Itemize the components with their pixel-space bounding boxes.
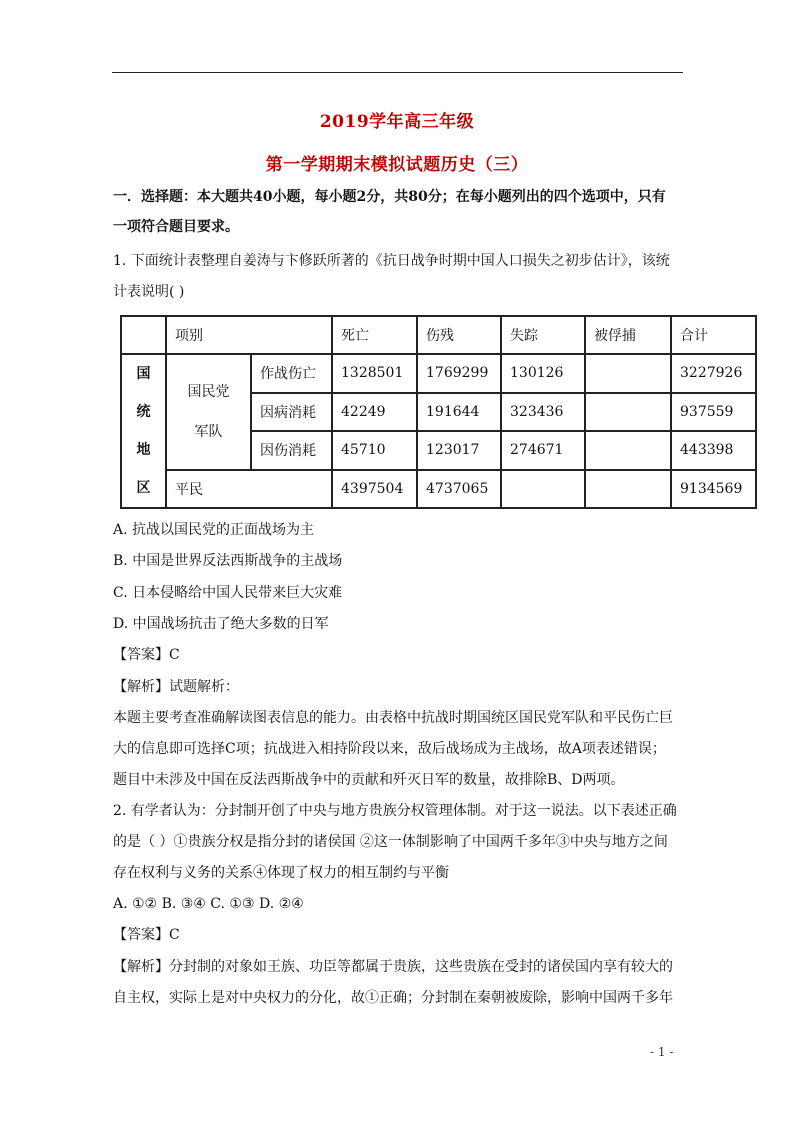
q2-stem-line: 的是（ ）①贵族分权是指分封的诸侯国 ②这一体制影响了中国两千多年③中央与地方之间 xyxy=(113,834,668,850)
casualty-table xyxy=(120,315,757,509)
q2-analysis-line: 自主权，实际上是对中央权力的分化，故①正确；分封制在秦朝被废除，影响中国两千多年 xyxy=(113,990,673,1006)
page-number: - 1 - xyxy=(650,1045,674,1059)
q2-stem-line: 2. 有学者认为：分封制开创了中央与地方贵族分权管理体制。对于这一说法。以下表述正确 xyxy=(113,803,677,819)
table-header: 死亡 xyxy=(332,316,417,354)
table-cell: 42249 xyxy=(332,393,417,432)
table-cell xyxy=(585,431,671,470)
q1-option-d: D. 中国战场抗击了绝大多数的日军 xyxy=(113,616,329,632)
table-cell: 123017 xyxy=(417,431,501,470)
row-label: 因伤消耗 xyxy=(251,431,332,470)
table-cell xyxy=(501,470,585,509)
q1-analysis-line: 大的信息即可选择C项；抗战进入相持阶段以来，敌后战场成为主战场，故A项表述错误； xyxy=(113,741,666,757)
table-cell xyxy=(121,316,166,354)
region-char: 地 xyxy=(136,442,151,458)
table-cell xyxy=(585,470,671,509)
q2-stem-line: 存在权利与义务的关系④体现了权力的相互制约与平衡 xyxy=(113,865,449,881)
table-cell xyxy=(585,393,671,432)
region-char: 统 xyxy=(136,404,151,420)
q2-analysis-line: 【解析】分封制的对象如王族、功臣等都属于贵族，这些贵族在受封的诸侯国内享有较大的 xyxy=(113,959,673,975)
table-cell: 443398 xyxy=(671,431,756,470)
q1-analysis-line: 题目中未涉及中国在反法西斯战争中的贡献和歼灭日军的数量，故排除B、D两项。 xyxy=(113,772,625,788)
table-cell: 937559 xyxy=(671,393,756,432)
q2-answer: 【答案】C xyxy=(113,927,180,943)
table-cell: 191644 xyxy=(417,393,501,432)
table-cell xyxy=(585,354,671,393)
table-cell: 3227926 xyxy=(671,354,756,393)
army-label-line: 国民党 xyxy=(187,383,230,400)
table-cell: 323436 xyxy=(501,393,585,432)
q1-stem-line1: 1. 下面统计表整理自姜涛与卞修跃所著的《抗日战争时期中国人口损失之初步估计》，该统 xyxy=(113,253,670,269)
army-label-line: 军队 xyxy=(194,423,223,440)
q1-analysis-title: 【解析】试题解析： xyxy=(113,679,239,695)
table-header: 项别 xyxy=(166,316,332,354)
page-subtitle: 第一学期期末模拟试题历史（三） xyxy=(265,155,529,175)
q1-stem-line2: 计表说明( ) xyxy=(113,284,185,300)
table-cell: 1328501 xyxy=(332,354,417,393)
region-char: 区 xyxy=(136,480,151,496)
table-row xyxy=(121,354,756,393)
table-cell: 1769299 xyxy=(417,354,501,393)
table-cell: 4737065 xyxy=(417,470,501,509)
q1-answer: 【答案】C xyxy=(113,647,180,663)
top-rule xyxy=(112,72,683,73)
row-label: 作战伤亡 xyxy=(251,354,332,393)
table-row xyxy=(121,470,756,509)
region-char: 国 xyxy=(136,366,151,382)
table-cell: 4397504 xyxy=(332,470,417,509)
table-header: 被俘捕 xyxy=(585,316,671,354)
table-header: 合计 xyxy=(671,316,756,354)
page-title: 2019学年高三年级 xyxy=(319,112,475,132)
table-cell: 9134569 xyxy=(671,470,756,509)
table-header: 伤残 xyxy=(417,316,501,354)
army-label xyxy=(166,354,251,470)
q1-option-b: B. 中国是世界反法西斯战争的主战场 xyxy=(113,553,343,569)
q1-option-a: A. 抗战以国民党的正面战场为主 xyxy=(113,522,315,538)
table-header: 失踪 xyxy=(501,316,585,354)
q1-option-c: C. 日本侵略给中国人民带来巨大灾难 xyxy=(113,585,343,601)
region-label xyxy=(121,354,166,508)
section-instruction-line1: 一．选择题：本大题共40小题，每小题2分，共80分；在每小题列出的四个选项中，只有 xyxy=(113,189,666,205)
q1-analysis-line: 本题主要考查准确解读图表信息的能力。由表格中抗战时期国统区国民党军队和平民伤亡巨 xyxy=(113,710,673,726)
table-cell: 130126 xyxy=(501,354,585,393)
q2-options: A. ①② B. ③④ C. ①③ D. ②④ xyxy=(113,896,304,912)
table-cell: 274671 xyxy=(501,431,585,470)
row-label: 平民 xyxy=(166,470,332,509)
table-cell: 45710 xyxy=(332,431,417,470)
row-label: 因病消耗 xyxy=(251,393,332,432)
section-instruction-line2: 一项符合题目要求。 xyxy=(113,219,239,235)
table-header-row xyxy=(121,316,756,354)
